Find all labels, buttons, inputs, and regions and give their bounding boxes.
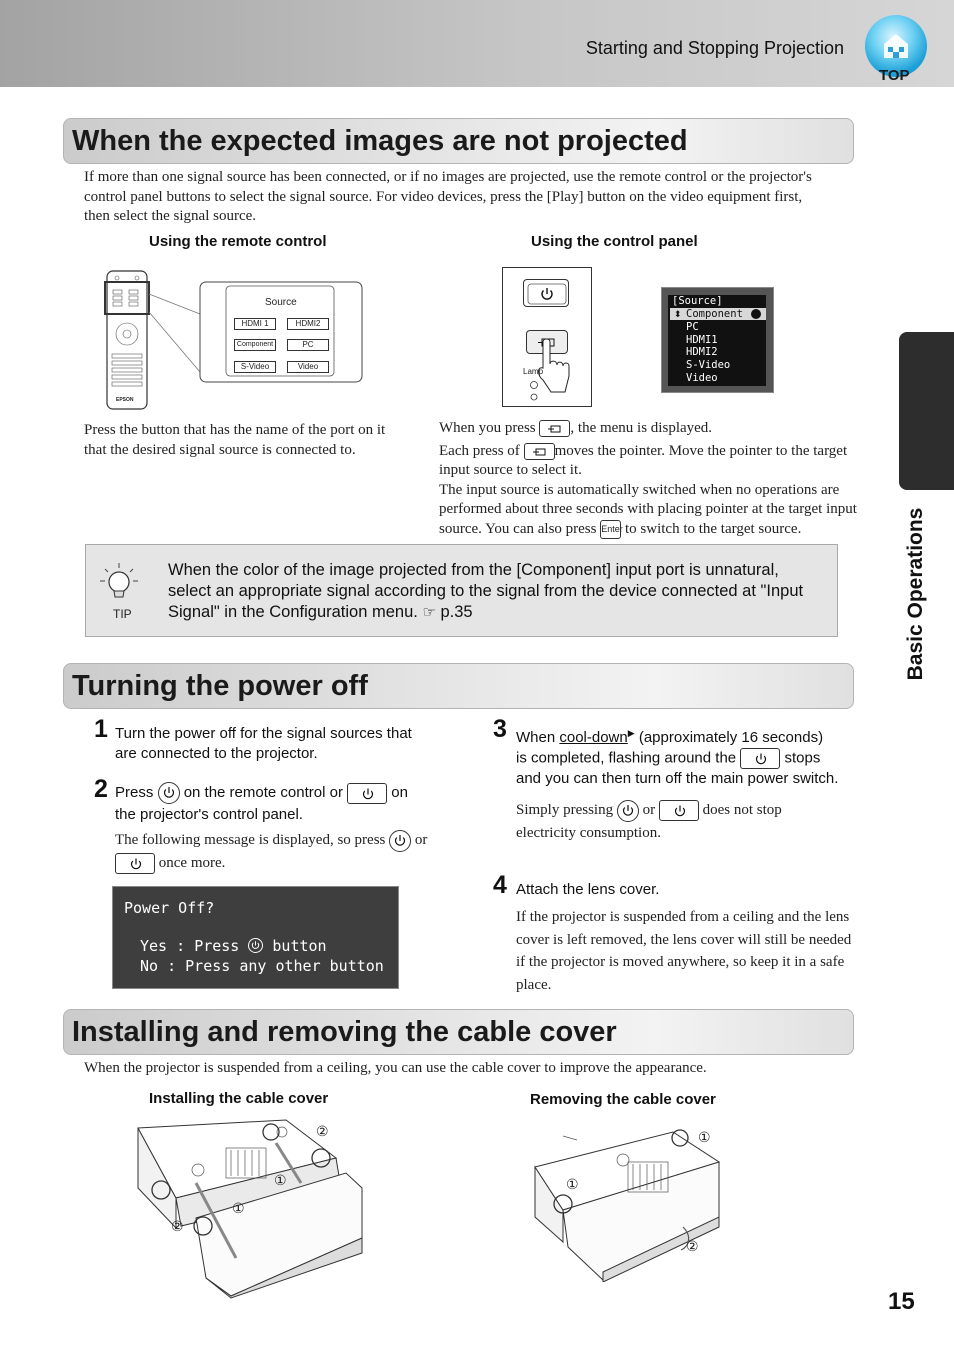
section-title: When the expected images are not projected (72, 125, 688, 157)
remote-illustration (104, 268, 366, 413)
message-no-line: No : Press any other button (140, 957, 384, 975)
source-button-icon (524, 443, 555, 460)
glossary-link[interactable]: cool-down (559, 729, 628, 746)
source-menu (661, 287, 774, 393)
subheading-panel: Using the control panel (531, 233, 698, 250)
page-number: 15 (888, 1288, 915, 1315)
source-menu-item[interactable]: HDMI2 (686, 346, 718, 358)
remote-power-icon (158, 782, 180, 804)
remove-cable-cover-illustration (533, 1122, 723, 1282)
section-title: Installing and removing the cable cover (72, 1016, 617, 1048)
pointing-hand-icon (503, 268, 593, 408)
source-button-icon (539, 420, 570, 437)
step-note: The following message is displayed, so press or once more. (115, 829, 460, 875)
callout-1: ① (232, 1200, 245, 1216)
message-title: Power Off? (124, 899, 215, 917)
subheading-remote: Using the remote control (149, 233, 327, 250)
step-number: 3 (493, 715, 507, 743)
step-note: If the projector is suspended from a ceiling and the lens cover is left removed, the lens cover will still be needed if the projector is moved anywhere, so keep it in a safe place. (516, 909, 852, 993)
power-icon (248, 938, 263, 953)
callout-2: ② (171, 1218, 184, 1234)
section-intro: If more than one signal source has been connected, or if no images are projected, use the remote control or the projector's control panel buttons to select the signal source. For video devices, press the [Play] button on the video equipment first, then select the signal source. (84, 169, 812, 224)
panel-instructions: When you press , the menu is displayed. Each press of moves the pointer. Move the pointer to the target input source to select it. The input source is automatically switched when no operations are performed about three seconds with placing pointer at the target input source. You can also press Enter to switch to the target source. (439, 419, 859, 539)
section-title: Turning the power off (72, 670, 368, 702)
source-button-svideo[interactable]: S-Video (234, 361, 276, 373)
panel-power-icon (347, 783, 387, 804)
page-reference[interactable]: p.35 (440, 603, 473, 621)
callout-1: ① (566, 1176, 579, 1192)
message-yes-line: Yes : Press button (140, 937, 327, 955)
tip-text: When the color of the image projected from the [Component] input port is unnatural, select an appropriate signal according to the signal from the device connected at "Input Signal" in the Configuration menu. ☞ p.35 (168, 561, 804, 621)
source-menu-item[interactable]: PC (686, 321, 699, 333)
source-button-video[interactable]: Video (287, 361, 329, 373)
step-number: 2 (94, 775, 108, 803)
source-menu-item[interactable]: S-Video (686, 359, 731, 371)
side-tab (899, 332, 954, 490)
remote-power-icon (389, 830, 411, 852)
source-menu-item[interactable]: Video (686, 372, 718, 384)
section-intro: When the projector is suspended from a ceiling, you can use the cable cover to improve the appearance. (84, 1060, 707, 1076)
subheading-install: Installing the cable cover (149, 1090, 329, 1107)
source-menu-item[interactable]: Component (686, 308, 743, 320)
tip-label: TIP (113, 607, 132, 621)
reference-hand-icon: ☞ (422, 604, 436, 621)
source-menu-item[interactable]: HDMI1 (686, 334, 718, 346)
source-button-hdmi2[interactable]: HDMI2 (287, 318, 329, 330)
remote-caption: Press the button that has the name of the port on it that the desired signal source is connected to. (84, 422, 386, 458)
control-panel-illustration (502, 267, 592, 407)
callout-1: ① (698, 1129, 711, 1145)
source-panel-title: Source (265, 297, 297, 308)
step-note: Simply pressing or does not stop electricity consumption. (516, 799, 856, 844)
header-title: Starting and Stopping Projection (585, 38, 844, 58)
glossary-arrow-icon: ▶ (627, 728, 635, 738)
side-tab-label: Basic Operations (904, 507, 927, 681)
step-number: 1 (94, 715, 108, 743)
lamp-label: Lamp (523, 367, 544, 376)
step-text: Press on the remote control or on the projector's control panel. (115, 784, 408, 824)
step-text: Attach the lens cover. (516, 881, 660, 898)
subheading-remove: Removing the cable cover (530, 1091, 716, 1108)
enter-button-icon: Enter (600, 520, 621, 539)
callout-2: ② (316, 1123, 329, 1139)
remote-brand: EPSON (116, 397, 134, 403)
panel-power-icon (115, 853, 155, 874)
callout-2: ② (686, 1238, 699, 1254)
step-number: 4 (493, 871, 507, 899)
source-button-hdmi1[interactable]: HDMI 1 (234, 318, 276, 330)
step-text: Turn the power off for the signal sources that are connected to the projector. (115, 725, 412, 762)
panel-power-icon (659, 800, 699, 821)
enter-icon (751, 309, 761, 319)
top-button[interactable] (862, 14, 930, 84)
install-cable-cover-illustration (136, 1118, 366, 1300)
source-button-component[interactable]: Component (234, 339, 276, 351)
power-off-message (112, 886, 399, 989)
source-menu-title: [Source] (672, 295, 723, 307)
source-button-pc[interactable]: PC (287, 339, 329, 351)
lightbulb-icon (97, 561, 141, 605)
updown-icon: ⬍ (674, 309, 682, 319)
remote-power-icon (617, 800, 639, 822)
step-text: When cool-down▶ (approximately 16 seconds) is completed, flashing around the stops and you can then turn off the main power switch. (516, 728, 839, 787)
callout-1: ① (274, 1172, 287, 1188)
panel-power-icon (740, 748, 780, 769)
top-label: TOP (879, 67, 910, 84)
